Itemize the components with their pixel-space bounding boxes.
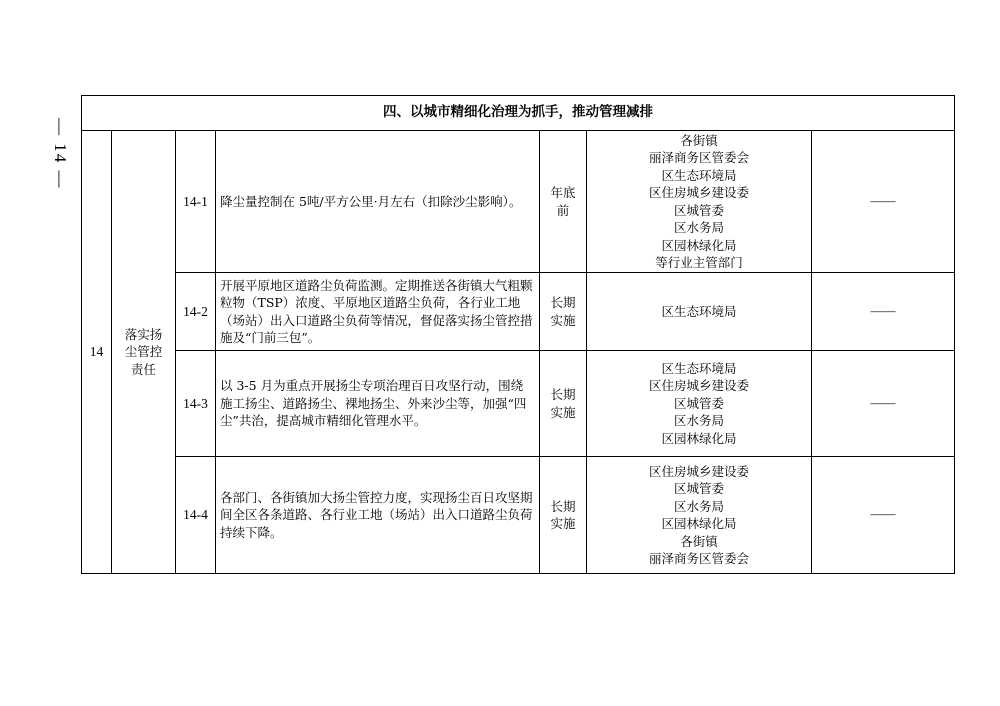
subtask-description: 以 3-5 月为重点开展扬尘专项治理百日攻坚行动，围绕施工扬尘、道路扬尘、裸地扬尘、外来沙尘等，加强“四尘”共治，提高城市精细化管理水平。 <box>216 351 540 457</box>
department-name: 区水务局 <box>673 498 724 514</box>
subtask-id: 14-4 <box>176 457 216 574</box>
department-name: 区水务局 <box>673 413 724 429</box>
department-name: 各街镇 <box>680 132 718 148</box>
department-name: 区园林绿化局 <box>661 430 737 446</box>
subtask-id: 14-2 <box>176 273 216 351</box>
subtask-timeline: 长期实施 <box>540 273 587 351</box>
department-name: 区生态环境局 <box>661 303 737 319</box>
department-name: 等行业主管部门 <box>655 255 743 270</box>
task-name: 落实扬尘管控责任 <box>112 131 176 574</box>
subtask-note: —— <box>812 351 955 457</box>
subtask-description: 降尘量控制在 5吨/平方公里·月左右（扣除沙尘影响）。 <box>216 131 540 273</box>
subtask-note: —— <box>812 273 955 351</box>
department-name: 区住房城乡建设委 <box>648 463 749 479</box>
department-name: 区城管委 <box>673 481 724 496</box>
subtask-departments <box>587 131 812 273</box>
subtask-description: 各部门、各街镇加大扬尘管控力度，实现扬尘百日攻坚期间全区各条道路、各行业工地（场站）出入口道路尘负荷持续下降。 <box>216 457 540 574</box>
subtask-id: 14-3 <box>176 351 216 457</box>
department-name: 区园林绿化局 <box>661 237 737 253</box>
subtask-timeline: 长期实施 <box>540 457 587 574</box>
subtask-note: —— <box>812 131 955 273</box>
department-name: 区生态环境局 <box>661 360 737 376</box>
department-name: 区城管委 <box>673 395 724 411</box>
page-number: — 14 — <box>51 118 70 190</box>
subtask-id: 14-1 <box>176 131 216 273</box>
department-name: 丽泽商务区管委会 <box>648 551 749 566</box>
subtask-timeline: 年底前 <box>540 131 587 273</box>
subtask-note: —— <box>812 457 955 574</box>
department-name: 各街镇 <box>680 533 718 549</box>
department-name: 区生态环境局 <box>661 167 737 183</box>
section-title: 四、以城市精细化治理为抓手，推动管理减排 <box>82 96 955 131</box>
subtask-timeline: 长期实施 <box>540 351 587 457</box>
task-table <box>81 95 955 574</box>
subtask-description: 开展平原地区道路尘负荷监测。定期推送各街镇大气粗颗粒物（TSP）浓度、平原地区道路尘负荷，各行业工地（场站）出入口道路尘负荷等情况，督促落实扬尘管控措施及“门前三包”。 <box>216 273 540 351</box>
department-name: 区水务局 <box>673 220 724 235</box>
item-number: 14 <box>82 131 112 574</box>
subtask-departments <box>587 457 812 574</box>
subtask-departments <box>587 273 812 351</box>
department-name: 区园林绿化局 <box>661 516 737 531</box>
department-name: 丽泽商务区管委会 <box>648 150 749 165</box>
subtask-departments <box>587 351 812 457</box>
department-name: 区城管委 <box>673 202 724 218</box>
department-name: 区住房城乡建设委 <box>648 378 749 394</box>
department-name: 区住房城乡建设委 <box>648 185 749 200</box>
